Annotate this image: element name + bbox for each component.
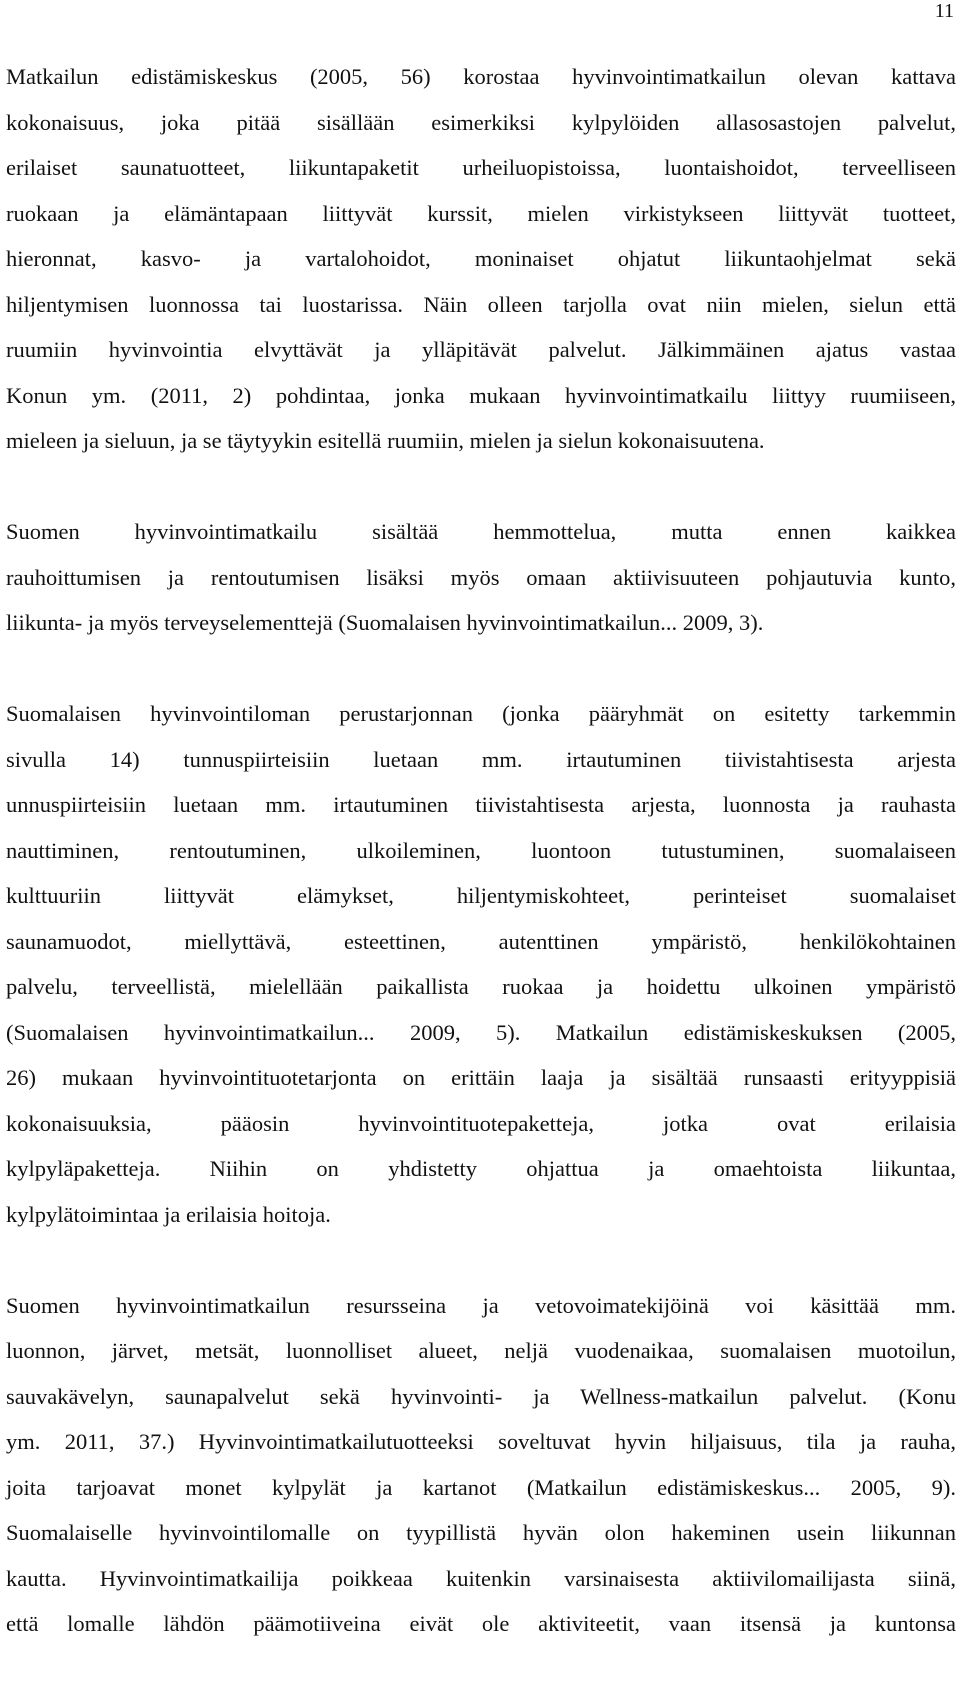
text-line: kokonaisuus, joka pitää sisällään esimerkiksi kylpylöiden allasosastojen palvelut, bbox=[6, 109, 956, 135]
page-number: 11 bbox=[934, 0, 954, 22]
text-line: unnuspiirteisiin luetaan mm. irtautuminen tiivistahtisesta arjesta, luonnosta ja rauhasta bbox=[6, 792, 956, 817]
text-line: kylpyläpaketteja. Niihin on yhdistetty ohjattua ja omaehtoista liikuntaa, bbox=[6, 1156, 956, 1181]
text-line: erilaiset saunatuotteet, liikuntapaketit urheiluopistoissa, luontaishoidot, terveelliseen bbox=[6, 155, 956, 180]
text-line: nauttiminen, rentoutuminen, ulkoileminen, luontoon tutustuminen, suomalaiseen bbox=[6, 837, 956, 863]
text-line: Matkailun edistämiskeskus (2005, 56) korostaa hyvinvointimatkailun olevan kattava bbox=[6, 64, 956, 89]
text-line: hieronnat, kasvo- ja vartalohoidot, moninaiset ohjatut liikuntaohjelmat sekä bbox=[6, 246, 956, 271]
text-line: kokonaisuuksia, pääosin hyvinvointituotepaketteja, jotka ovat erilaisia bbox=[6, 1110, 956, 1136]
text-line: sivulla 14) tunnuspiirteisiin luetaan mm. irtautuminen tiivistahtisesta arjesta bbox=[6, 746, 956, 772]
paragraph-3 bbox=[6, 691, 956, 1237]
text-line: palvelu, terveellistä, mielellään paikallista ruokaa ja hoidettu ulkoinen ympäristö bbox=[6, 974, 956, 999]
text-line: 26) mukaan hyvinvointituotetarjonta on erittäin laaja ja sisältää runsaasti erityyppisiä bbox=[6, 1065, 956, 1090]
text-line: (Suomalaisen hyvinvointimatkailun... 2009, 5). Matkailun edistämiskeskuksen (2005, bbox=[6, 1019, 956, 1045]
text-line: hiljentymisen luonnossa tai luostarissa. Näin olleen tarjolla ovat niin mielen, sielun että bbox=[6, 291, 956, 317]
text-line: Suomalaiselle hyvinvointilomalle on tyypillistä hyvän olon hakeminen usein liikunnan bbox=[6, 1520, 956, 1545]
paragraph-2 bbox=[6, 509, 956, 646]
text-line: Suomen hyvinvointimatkailun resursseina ja vetovoimatekijöinä voi käsittää mm. bbox=[6, 1292, 956, 1318]
text-line: kylpylätoimintaa ja erilaisia hoitoja. bbox=[6, 1201, 331, 1227]
text-line: kulttuuriin liittyvät elämykset, hiljentymiskohteet, perinteiset suomalaiset bbox=[6, 883, 956, 908]
document-body bbox=[6, 54, 956, 1647]
text-line: mieleen ja sieluun, ja se täytyykin esitellä ruumiin, mielen ja sielun kokonaisuutena. bbox=[6, 428, 765, 453]
text-line: joita tarjoavat monet kylpylät ja kartanot (Matkailun edistämiskeskus... 2005, 9). bbox=[6, 1474, 956, 1500]
text-line: luonnon, järvet, metsät, luonnolliset alueet, neljä vuodenaikaa, suomalaisen muotoilun, bbox=[6, 1338, 956, 1363]
paragraph-1 bbox=[6, 54, 956, 464]
text-line: Suomalaisen hyvinvointiloman perustarjonnan (jonka pääryhmät on esitetty tarkemmin bbox=[6, 701, 956, 726]
text-line: kautta. Hyvinvointimatkailija poikkeaa kuitenkin varsinaisesta aktiivilomailijasta siinä, bbox=[6, 1565, 956, 1591]
text-line: Suomen hyvinvointimatkailu sisältää hemmottelua, mutta ennen kaikkea bbox=[6, 519, 956, 544]
text-line: että lomalle lähdön päämotiiveina eivät ole aktiviteetit, vaan itsensä ja kuntonsa bbox=[6, 1611, 956, 1636]
text-line: sauvakävelyn, saunapalvelut sekä hyvinvointi- ja Wellness-matkailun palvelut. (Konu bbox=[6, 1383, 956, 1409]
text-line: ym. 2011, 37.) Hyvinvointimatkailutuotteeksi soveltuvat hyvin hiljaisuus, tila ja rauha, bbox=[6, 1429, 956, 1454]
text-line: rauhoittumisen ja rentoutumisen lisäksi myös omaan aktiivisuuteen pohjautuvia kunto, bbox=[6, 564, 956, 590]
text-line: saunamuodot, miellyttävä, esteettinen, autenttinen ympäristö, henkilökohtainen bbox=[6, 928, 956, 954]
paragraph-4 bbox=[6, 1283, 956, 1647]
text-line: ruokaan ja elämäntapaan liittyvät kurssit, mielen virkistykseen liittyvät tuotteet, bbox=[6, 200, 956, 226]
text-line: ruumiin hyvinvointia elvyttävät ja ylläpitävät palvelut. Jälkimmäinen ajatus vastaa bbox=[6, 337, 956, 362]
text-line: liikunta- ja myös terveyselementtejä (Suomalaisen hyvinvointimatkailun... 2009, 3). bbox=[6, 610, 764, 635]
text-line: Konun ym. (2011, 2) pohdintaa, jonka mukaan hyvinvointimatkailu liittyy ruumiiseen, bbox=[6, 382, 956, 408]
